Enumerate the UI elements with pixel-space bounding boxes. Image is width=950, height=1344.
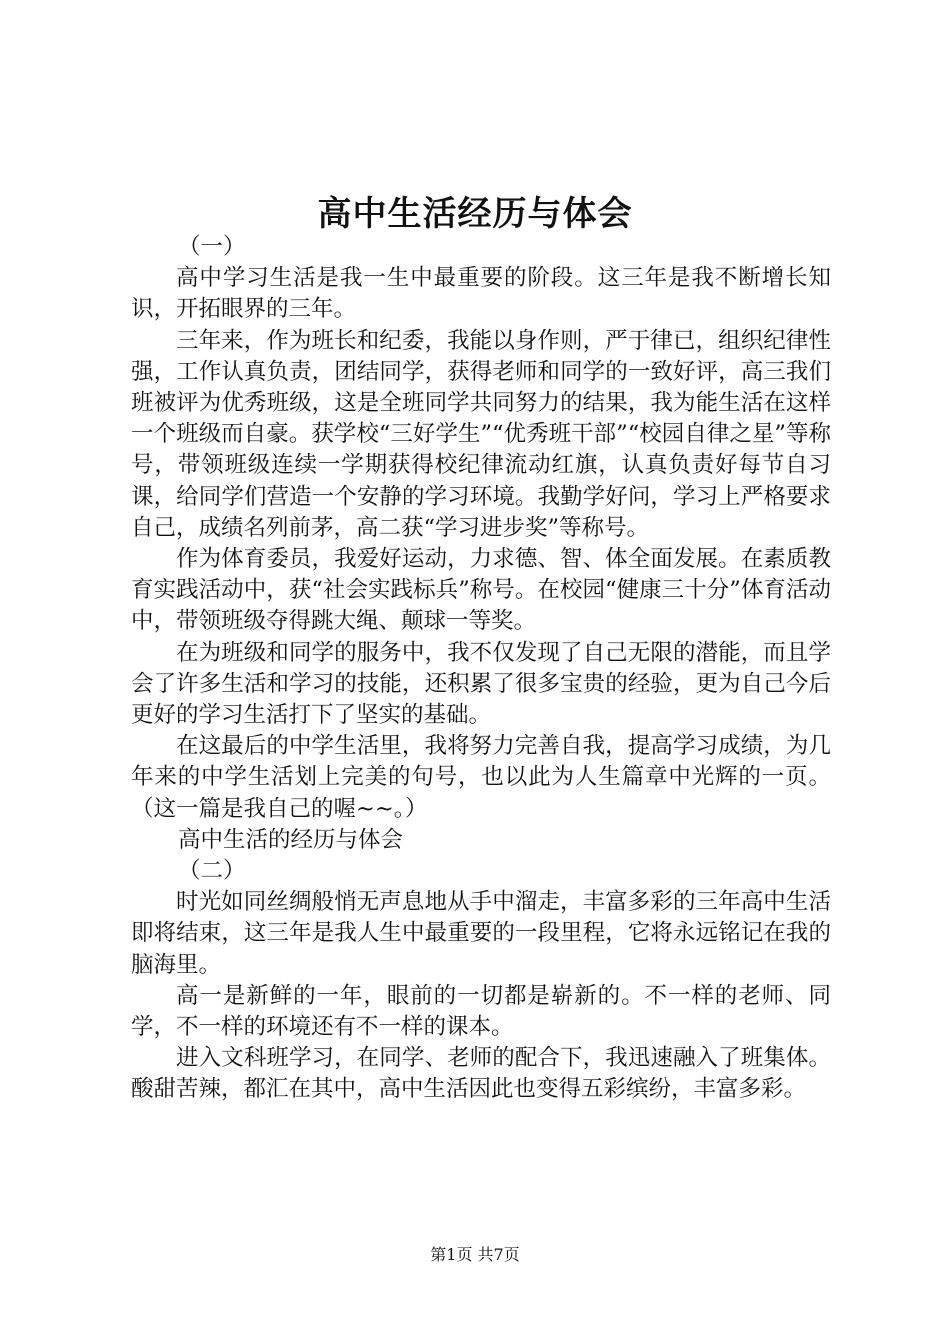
section-heading: 高中生活的经历与体会 [178, 826, 404, 853]
paragraph: 三年来，作为班长和纪委，我能以身作则，严于律已，组织纪律性强，工作认真负责，团结同学，获得老师和同学的一致好评，高三我们班被评为优秀班级，这是全班同学共同努力的结果，我为能生活在这样一个班级而自豪。获学校“三好学生”“优秀班干部”“校园自律之星”等称号，带领班级连续一学期获得校纪律流动红旗，认真负责好每节自习课，给同学们营造一个安静的学习环境。我勤学好问，学习上严格要求自己，成绩名列前茅，高二获“学习进步奖”等称号。 [131, 327, 831, 541]
document-title: 高中生活经历与体会 [317, 194, 633, 234]
paragraph: 在这最后的中学生活里，我将努力完善自我，提高学习成绩，为几年来的中学生活划上完美的句号，也以此为人生篇章中光辉的一页。（这一篇是我自己的喔~~。） [131, 733, 831, 822]
section-heading: （一） [178, 234, 246, 260]
paragraph: 高一是新鲜的一年，眼前的一切都是崭新的。不一样的老师、同学，不一样的环境还有不一样的课本。 [131, 982, 831, 1041]
paragraph: 时光如同丝绸般悄无声息地从手中溜走，丰富多彩的三年高中生活即将结束，这三年是我人生中最重要的一段里程，它将永远铭记在我的脑海里。 [131, 889, 831, 978]
paragraph: 高中学习生活是我一生中最重要的阶段。这三年是我不断增长知识，开拓眼界的三年。 [131, 265, 831, 323]
paragraph: 作为体育委员，我爱好运动，力求德、智、体全面发展。在素质教育实践活动中，获“社会实践标兵”称号。在校园“健康三十分”体育活动中，带领班级夺得跳大绳、颠球一等奖。 [131, 546, 831, 635]
page-footer: 第1页 共7页 [430, 1245, 520, 1264]
section-heading: （二） [178, 858, 246, 885]
paragraph: 在为班级和同学的服务中，我不仅发现了自己无限的潜能，而且学会了许多生活和学习的技能，还积累了很多宝贵的经验，更为自己今后更好的学习生活打下了坚实的基础。 [131, 639, 831, 729]
document-body [131, 232, 831, 1106]
paragraph: 进入文科班学习，在同学、老师的配合下，我迅速融入了班集体。酸甜苦辣，都汇在其中，高中生活因此也变得五彩缤纷，丰富多彩。 [131, 1045, 831, 1103]
